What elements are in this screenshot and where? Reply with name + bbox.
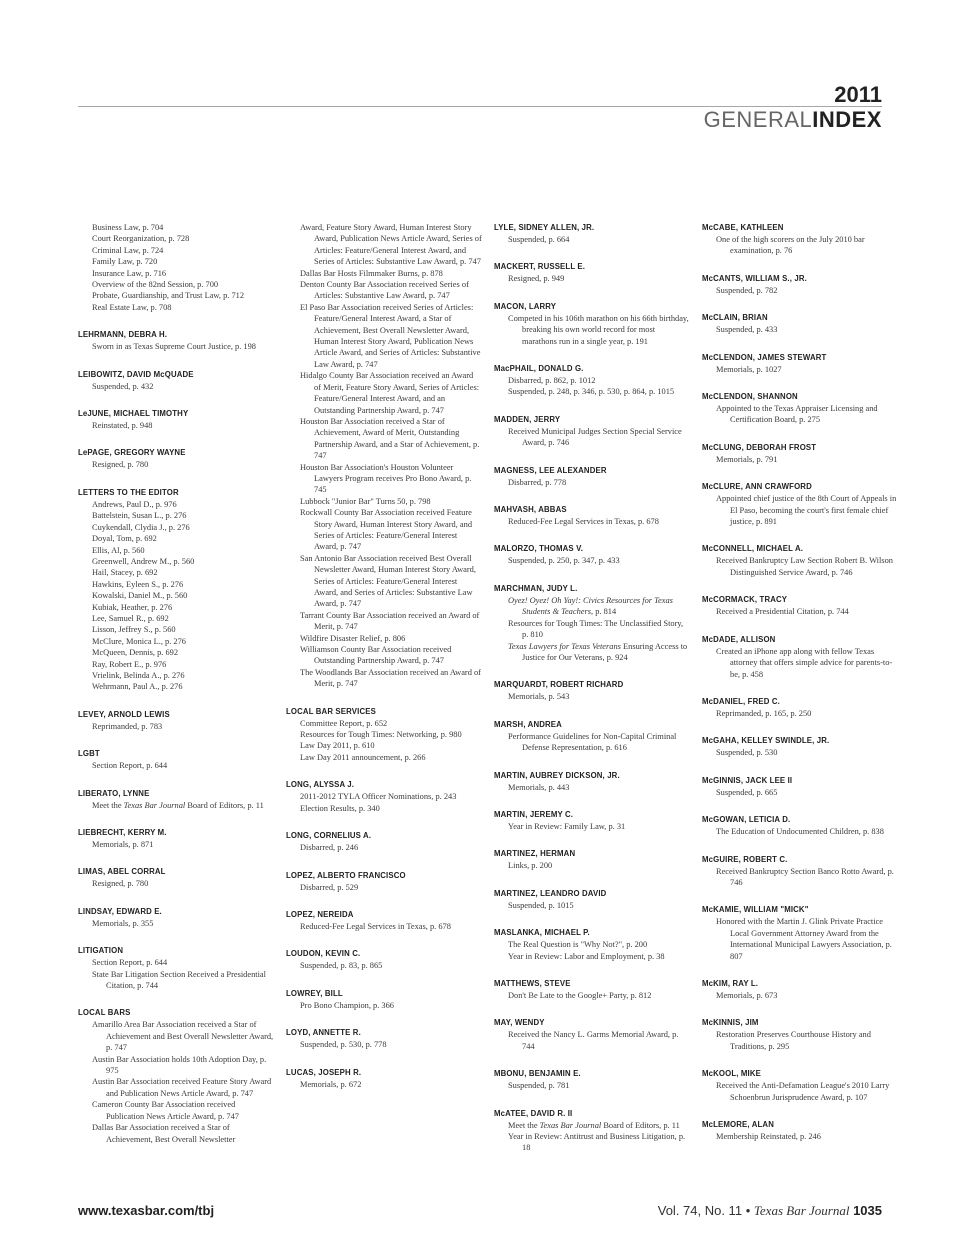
entry-reference: Memorials, p. 543 [508, 692, 570, 702]
index-entry [494, 414, 690, 449]
entry-reference: Don't Be Late to the Google+ Party, p. 812 [508, 990, 652, 1000]
index-entry [78, 709, 274, 732]
entry-name: LONG, ALYSSA J. [286, 780, 355, 790]
index-entry [494, 978, 690, 1001]
entry-name: McKINNIS, JIM [702, 1018, 759, 1028]
entry-reference: El Paso Bar Association received Series of Articles: Feature/General Interest Award, a Star of Achievement, Best Overall Newsletter Award, Human Interest Story Award, Publication News Article Award, and Series of Articles: Substantive Law Award, p. 747 [300, 302, 481, 369]
entry-reference: Memorials, p. 871 [92, 840, 154, 849]
entry-name: MARTIN, JEREMY C. [494, 809, 574, 819]
entry-name: MALORZO, THOMAS V. [494, 544, 584, 554]
entry-reference: Law Day 2011, p. 610 [300, 741, 375, 751]
entry-reference: Restoration Preserves Courthouse History and Traditions, p. 295 [716, 1030, 871, 1051]
index-entry [702, 481, 898, 527]
index-entry [78, 748, 274, 771]
entry-reference: Denton County Bar Association received Series of Articles: Substantive Law Award, p. 747 [300, 280, 469, 301]
entry-name: LOUDON, KEVIN C. [286, 949, 361, 959]
index-entry [702, 273, 898, 296]
entry-reference: Dallas Bar Hosts Filmmaker Burns, p. 878 [300, 268, 443, 278]
entry-reference: Suspended, p. 250, p. 347, p. 433 [508, 556, 620, 566]
index-entry [702, 735, 898, 758]
entry-name: LOWREY, BILL [286, 988, 343, 998]
entry-reference: San Antonio Bar Association received Best Overall Newsletter Award, Human Interest Story Award, Series of Articles: Feature/General Interest Award, and Series of Articles: Substantive Law Award, p. 747 [300, 553, 476, 609]
entry-reference: Probate, Guardianship, and Trust Law, p. 712 [92, 291, 245, 301]
entry-name: MAGNESS, LEE ALEXANDER [494, 465, 607, 475]
entry-name: LEVEY, ARNOLD LEWIS [78, 709, 170, 719]
entry-reference: Committee Report, p. 652 [300, 718, 388, 728]
entry-reference: Meet the Texas Bar Journal Board of Editors, p. 11 [508, 1120, 680, 1130]
entry-name: McCONNELL, MICHAEL A. [702, 544, 804, 554]
entry-reference: Suspended, p. 83, p. 865 [300, 961, 383, 971]
index-entry [78, 329, 274, 352]
entry-reference: The Woodlands Bar Association received an Award of Merit, p. 747 [300, 667, 481, 689]
entry-reference: Wildfire Disaster Relief, p. 806 [300, 633, 406, 643]
index-entry [702, 978, 898, 1001]
index-entry [494, 363, 690, 398]
entry-reference: Suspended, p. 530, p. 778 [300, 1040, 387, 1050]
entry-name: McCANTS, WILLIAM S., JR. [702, 273, 807, 283]
index-entry [702, 634, 898, 680]
page-title [704, 108, 882, 132]
entry-name: McCORMACK, TRACY [702, 595, 788, 605]
entry-name: McGINNIS, JACK LEE II [702, 775, 793, 785]
entry-name: McKAMIE, WILLIAM "MICK" [702, 905, 809, 915]
entry-reference: Disbarred, p. 529 [300, 882, 359, 892]
entry-reference: Election Results, p. 340 [300, 803, 380, 813]
entry-reference: Appointed chief justice of the 8th Court of Appeals in El Paso, becoming the court's first female chief justice, p. 891 [716, 494, 897, 527]
entry-reference: Resigned, p. 780 [92, 879, 149, 889]
entry-name: McCLUNG, DEBORAH FROST [702, 442, 817, 452]
entry-name: McGOWAN, LETICIA D. [702, 815, 791, 825]
page-title-bold: INDEX [812, 107, 882, 132]
entry-reference: Houston Bar Association received a Star of Achievement, Award of Merit, Outstanding Partnership Award, and a Star of Achievement, p. 747 [300, 416, 480, 461]
index-column-1 [78, 222, 274, 1161]
index-entry [494, 543, 690, 566]
index-entry [78, 369, 274, 392]
entry-name: LOYD, ANNETTE R. [286, 1028, 361, 1038]
entry-name: LOPEZ, ALBERTO FRANCISCO [286, 870, 406, 880]
index-entry [702, 222, 898, 257]
index-entry [702, 904, 898, 962]
index-entry [286, 948, 482, 971]
entry-reference: Court Reorganization, p. 728 [92, 234, 190, 244]
entry-reference: Section Report, p. 644 [92, 958, 168, 968]
entry-reference: Wehrmann, Paul A., p. 276 [92, 682, 183, 692]
entry-reference: Tarrant County Bar Association received an Award of Merit, p. 747 [300, 610, 480, 632]
entry-reference: Received the Anti-Defamation League's 2010 Larry Schoenbrun Jurisprudence Award, p. 107 [716, 1081, 890, 1102]
index-entry [286, 1067, 482, 1090]
index-entry [78, 222, 274, 313]
index-entry [494, 888, 690, 911]
entry-reference: Business Law, p. 704 [92, 223, 164, 232]
entry-reference: Suspended, p. 782 [716, 285, 778, 295]
entry-name: LIEBRECHT, KERRY M. [78, 828, 167, 837]
entry-name: MACKERT, RUSSELL E. [494, 262, 586, 272]
entry-name: LUCAS, JOSEPH R. [286, 1067, 362, 1077]
entry-name: MARTINEZ, LEANDRO DAVID [494, 888, 607, 898]
entry-name: MAY, WENDY [494, 1018, 545, 1028]
entry-reference: Received a Presidential Citation, p. 744 [716, 607, 849, 617]
index-entry [494, 1068, 690, 1091]
entry-reference: Memorials, p. 1027 [716, 364, 782, 374]
index-entry [494, 1108, 690, 1154]
entry-reference: Received Bankruptcy Section Banco Rotto Award, p. 746 [716, 866, 894, 887]
index-column-4 [702, 222, 898, 1158]
entry-reference: Hail, Stacey, p. 692 [92, 568, 158, 578]
entry-reference: Appointed to the Texas Appraiser Licensing and Certification Board, p. 275 [716, 404, 878, 425]
entry-reference: Real Estate Law, p. 708 [92, 302, 172, 312]
footer-page-number: 1035 [853, 1203, 882, 1218]
entry-name: MARTIN, AUBREY DICKSON, JR. [494, 770, 620, 780]
index-column-3 [494, 222, 690, 1170]
entry-reference: Suspended, p. 248, p. 346, p. 530, p. 864, p. 1015 [508, 387, 675, 397]
entry-name: McLEMORE, ALAN [702, 1120, 774, 1129]
entry-reference: Lisson, Jeffrey S., p. 560 [92, 625, 176, 635]
entry-reference: Oyez! Oyez! Oh Yay!: Civics Resources for Texas Students & Teachers, p. 814 [508, 595, 673, 617]
index-entry [702, 391, 898, 426]
entry-name: McCABE, KATHLEEN [702, 223, 784, 232]
index-entry [702, 814, 898, 837]
entry-name: McCLURE, ANN CRAWFORD [702, 482, 812, 492]
index-entry [286, 779, 482, 814]
entry-name: McGUIRE, ROBERT C. [702, 854, 788, 864]
entry-reference: Suspended, p. 781 [508, 1081, 570, 1091]
entry-reference: Memorials, p. 673 [716, 990, 778, 1000]
index-entry [494, 848, 690, 871]
index-entry [494, 583, 690, 663]
entry-name: McDADE, ALLISON [702, 634, 776, 644]
entry-reference: Vrielink, Belinda A., p. 276 [92, 670, 185, 680]
index-entry [702, 696, 898, 719]
index-entry [78, 906, 274, 929]
entry-reference: Meet the Texas Bar Journal Board of Editors, p. 11 [92, 800, 264, 810]
index-entry [494, 504, 690, 527]
entry-reference: Dallas Bar Association received a Star of Achievement, Best Overall Newsletter [92, 1123, 236, 1144]
entry-name: LONG, CORNELIUS A. [286, 831, 372, 841]
entry-reference: Hawkins, Eyleen S., p. 276 [92, 579, 184, 589]
index-entry [78, 447, 274, 470]
entry-reference: Reprimanded, p. 165, p. 250 [716, 708, 812, 718]
index-entry [78, 487, 274, 693]
entry-name: LITIGATION [78, 946, 124, 956]
entry-name: McDANIEL, FRED C. [702, 696, 780, 706]
entry-reference: Cuykendall, Clydia J., p. 276 [92, 522, 190, 532]
entry-name: LOPEZ, NEREIDA [286, 909, 354, 919]
entry-reference: Greenwell, Andrew M., p. 560 [92, 556, 195, 566]
entry-reference: Resources for Tough Times: The Unclassified Story, p. 810 [508, 618, 684, 640]
entry-reference: Ellis, Al, p. 560 [92, 545, 145, 555]
index-entry [286, 222, 482, 690]
entry-reference: Reinstated, p. 948 [92, 421, 153, 431]
entry-name: LEIBOWITZ, DAVID McQUADE [78, 369, 194, 379]
entry-reference: Amarillo Area Bar Association received a Star of Achievement and Best Overall Newsletter Award, p. 747 [92, 1020, 274, 1053]
entry-reference: Family Law, p. 720 [92, 257, 158, 267]
entry-name: LETTERS TO THE EDITOR [78, 487, 179, 497]
entry-name: LIBERATO, LYNNE [78, 788, 150, 798]
footer-volume: Vol. 74, No. 11 [657, 1203, 743, 1218]
entry-reference: Ray, Robert E., p. 976 [92, 659, 167, 669]
entry-name: MBONU, BENJAMIN E. [494, 1069, 581, 1079]
footer-citation [658, 1203, 882, 1219]
entry-reference: 2011-2012 TYLA Officer Nominations, p. 243 [300, 792, 457, 802]
entry-reference: Kowalski, Daniel M., p. 560 [92, 591, 188, 601]
index-entry [78, 788, 274, 811]
entry-reference: Membership Reinstated, p. 246 [716, 1132, 821, 1141]
entry-reference: Suspended, p. 530 [716, 748, 778, 758]
entry-reference: One of the high scorers on the July 2010 bar examination, p. 76 [716, 235, 865, 256]
entry-name: McGAHA, KELLEY SWINDLE, JR. [702, 736, 830, 746]
entry-name: LOCAL BARS [78, 1008, 131, 1018]
index-entry [286, 988, 482, 1011]
index-entry [702, 1068, 898, 1103]
entry-reference: Reprimanded, p. 783 [92, 721, 163, 731]
entry-name: MARCHMAN, JUDY L. [494, 583, 578, 593]
entry-reference: Houston Bar Association's Houston Volunteer Lawyers Program receives Pro Bono Award, p. 745 [300, 462, 472, 495]
entry-reference: Memorials, p. 791 [716, 454, 778, 464]
entry-name: McATEE, DAVID R. II [494, 1108, 573, 1118]
entry-reference: Lee, Samuel R., p. 692 [92, 613, 169, 623]
entry-reference: Law Day 2011 announcement, p. 266 [300, 752, 426, 762]
entry-name: MATTHEWS, STEVE [494, 978, 571, 988]
entry-reference: Performance Guidelines for Non-Capital Criminal Defense Representation, p. 616 [508, 731, 677, 753]
entry-reference: Pro Bono Champion, p. 366 [300, 1000, 394, 1010]
entry-reference: Received Municipal Judges Section Special Service Award, p. 746 [508, 426, 682, 448]
entry-reference: Disbarred, p. 246 [300, 843, 359, 853]
entry-name: McCLENDON, JAMES STEWART [702, 352, 827, 362]
entry-name: McKOOL, MIKE [702, 1069, 761, 1079]
entry-name: LYLE, SIDNEY ALLEN, JR. [494, 223, 595, 232]
header-year: 2011 [834, 82, 882, 107]
entry-reference: Austin Bar Association received Feature Story Award and Publication News Article Award, p. 747 [92, 1077, 272, 1098]
index-entry [494, 301, 690, 347]
index-entry [702, 352, 898, 375]
entry-reference: Resigned, p. 949 [508, 274, 565, 284]
index-entry [78, 945, 274, 991]
entry-reference: Suspended, p. 665 [716, 787, 778, 797]
entry-name: MARSH, ANDREA [494, 719, 562, 729]
index-entry [494, 809, 690, 832]
entry-name: MAHVASH, ABBAS [494, 505, 567, 515]
entry-reference: Cameron County Bar Association received Publication News Article Award, p. 747 [92, 1100, 239, 1121]
entry-reference: Honored with the Martin J. Glink Private Practice Local Government Attorney Award from the International Municipal Lawyers Association, p. 807 [716, 917, 892, 961]
index-entry [702, 312, 898, 335]
entry-name: LEHRMANN, DEBRA H. [78, 330, 168, 340]
entry-reference: Reduced-Fee Legal Services in Texas, p. 678 [300, 921, 451, 931]
index-entry [494, 719, 690, 754]
entry-reference: Austin Bar Association holds 10th Adoption Day, p. 975 [92, 1054, 267, 1076]
index-entry [494, 679, 690, 702]
index-entry [702, 775, 898, 798]
entry-reference: Received Bankruptcy Law Section Robert B. Wilson Distinguished Service Award, p. 746 [716, 556, 893, 577]
entry-name: LePAGE, GREGORY WAYNE [78, 448, 186, 458]
entry-reference: Williamson County Bar Association received Outstanding Partnership Award, p. 747 [300, 645, 452, 666]
entry-name: McCLENDON, SHANNON [702, 392, 798, 402]
index-entry [286, 909, 482, 932]
entry-reference: Received the Nancy L. Garms Memorial Award, p. 744 [508, 1030, 679, 1051]
entry-reference: Memorials, p. 355 [92, 918, 154, 928]
index-entry [78, 866, 274, 889]
entry-reference: Lubbock "Junior Bar" Turns 50, p. 798 [300, 496, 431, 506]
entry-reference: Hidalgo County Bar Association received an Award of Merit, Feature Story Award, Series of Articles: Feature/General Interest Award, and an Outstanding Partnership Award, p. 747 [300, 371, 480, 415]
index-entry [78, 1007, 274, 1144]
index-entry [494, 1017, 690, 1052]
index-entry [286, 830, 482, 853]
entry-reference: Disbarred, p. 862, p. 1012 [508, 376, 596, 386]
index-entry [702, 1017, 898, 1052]
index-entry [78, 408, 274, 431]
entry-reference: Insurance Law, p. 716 [92, 268, 167, 278]
entry-reference: Criminal Law, p. 724 [92, 245, 164, 255]
entry-name: MARTINEZ, HERMAN [494, 849, 576, 859]
index-entry [702, 543, 898, 578]
entry-reference: Award, Feature Story Award, Human Interest Story Award, Publication News Article Award, Series of Articles: Feature/General Interest Award, and Series of Articles: Substantive Law Award, p. 747 [300, 223, 482, 267]
entry-reference: Reduced-Fee Legal Services in Texas, p. 678 [508, 517, 659, 527]
entry-reference: Year in Review: Family Law, p. 31 [508, 821, 626, 831]
index-entry [494, 927, 690, 962]
entry-reference: Memorials, p. 672 [300, 1079, 362, 1089]
entry-name: McKIM, RAY L. [702, 978, 759, 988]
entry-reference: Created an iPhone app along with fellow Texas attorney that offers simple advice for parents-to-be, p. 458 [716, 646, 893, 679]
entry-reference: Battelstein, Susan L., p. 276 [92, 511, 187, 521]
entry-reference: Section Report, p. 644 [92, 761, 168, 771]
footer-url[interactable]: www.texasbar.com/tbj [78, 1203, 215, 1218]
index-entry [78, 827, 274, 850]
index-column-2 [286, 222, 482, 1106]
entry-reference: Year in Review: Antitrust and Business Litigation, p. 18 [508, 1132, 686, 1153]
entry-name: MASLANKA, MICHAEL P. [494, 928, 590, 938]
entry-reference: Doyal, Tom, p. 692 [92, 534, 157, 544]
footer-bullet: • [745, 1203, 751, 1218]
index-entry [494, 465, 690, 488]
entry-name: McCLAIN, BRIAN [702, 313, 768, 323]
index-entry [286, 1027, 482, 1050]
entry-name: MARQUARDT, ROBERT RICHARD [494, 680, 624, 690]
entry-reference: Resigned, p. 780 [92, 460, 149, 470]
index-entry [702, 442, 898, 465]
entry-reference: McQueen, Dennis, p. 692 [92, 648, 179, 658]
entry-name: LINDSAY, EDWARD E. [78, 906, 162, 916]
entry-reference: Suspended, p. 664 [508, 235, 570, 244]
page-title-light: GENERAL [703, 107, 813, 132]
entry-reference: Disbarred, p. 778 [508, 477, 567, 487]
entry-reference: Suspended, p. 433 [716, 325, 778, 335]
index-entry [494, 261, 690, 284]
entry-reference: Links, p. 200 [508, 861, 553, 871]
entry-reference: Memorials, p. 443 [508, 782, 570, 792]
entry-reference: Andrews, Paul D., p. 976 [92, 499, 177, 509]
index-entry [286, 870, 482, 893]
entry-reference: The Education of Undocumented Children, p. 838 [716, 827, 884, 837]
entry-reference: Competed in his 106th marathon on his 66th birthday, breaking his own world record for most marathons run in a single year, p. 191 [508, 313, 689, 346]
entry-reference: Resources for Tough Times: Networking, p. 980 [300, 730, 462, 740]
entry-name: LeJUNE, MICHAEL TIMOTHY [78, 409, 189, 419]
index-entry [494, 222, 690, 245]
entry-name: MACON, LARRY [494, 301, 557, 311]
entry-reference: Texas Lawyers for Texas Veterans Ensuring Access to Justice for Our Veterans, p. 924 [508, 641, 688, 662]
index-entry [702, 854, 898, 889]
entry-reference: The Real Question is "Why Not?", p. 200 [508, 940, 648, 950]
entry-name: MADDEN, JERRY [494, 414, 561, 424]
index-entry [702, 1119, 898, 1142]
entry-name: LIMAS, ABEL CORRAL [78, 867, 166, 877]
entry-reference: McClure, Monica L., p. 276 [92, 636, 186, 646]
entry-reference: Overview of the 82nd Session, p. 700 [92, 280, 219, 290]
entry-reference: Suspended, p. 1015 [508, 900, 574, 910]
entry-reference: State Bar Litigation Section Received a Presidential Citation, p. 744 [92, 969, 266, 991]
entry-reference: Rockwall County Bar Association received Feature Story Award, Human Interest Story Award, and Series of Articles: Feature/General Interest Award, p. 747 [300, 508, 473, 552]
index-entry [702, 594, 898, 617]
entry-reference: Sworn in as Texas Supreme Court Justice, p. 198 [92, 342, 256, 352]
entry-reference: Year in Review: Labor and Employment, p. 38 [508, 951, 665, 961]
entry-reference: Suspended, p. 432 [92, 381, 154, 391]
entry-name: LGBT [78, 749, 100, 759]
entry-reference: Kubiak, Heather, p. 276 [92, 602, 173, 612]
index-entry [494, 770, 690, 793]
footer-journal: Texas Bar Journal [753, 1203, 850, 1218]
index-entry [286, 706, 482, 764]
entry-name: LOCAL BAR SERVICES [286, 706, 376, 716]
entry-name: MacPHAIL, DONALD G. [494, 364, 584, 374]
